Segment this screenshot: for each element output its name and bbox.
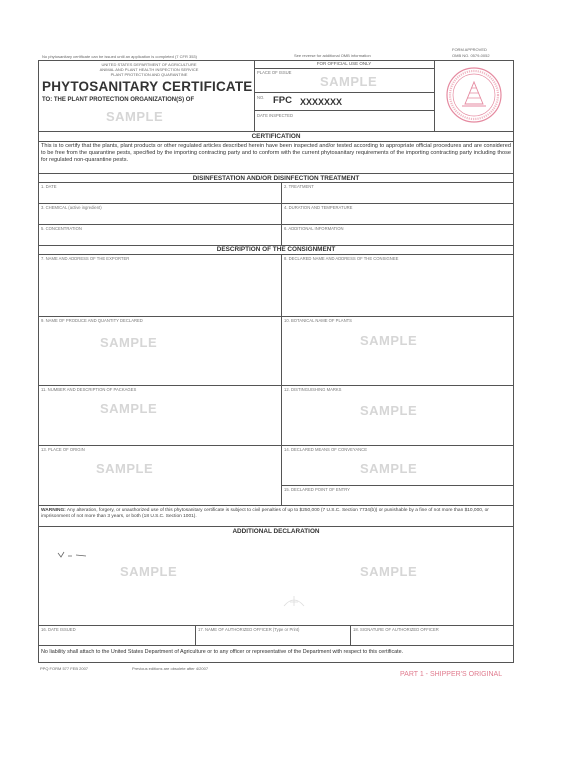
- form-approved: FORM APPROVED: [452, 47, 487, 52]
- place-of-issue-label: PLACE OF ISSUE: [257, 70, 292, 75]
- additional-info-label: 6. ADDITIONAL INFORMATION: [284, 226, 344, 231]
- disinfestation-heading: DISINFESTATION AND/OR DISINFECTION TREATMENT: [192, 175, 360, 182]
- packages-label: 11. NUMBER AND DESCRIPTION OF PACKAGES: [41, 387, 137, 392]
- date-issued-label: 16. DATE ISSUED: [41, 627, 76, 632]
- liability-text: No liability shall attach to the United States Department of Agriculture or to any officer or representative of the Department with respect to this certificate.: [41, 649, 404, 655]
- sample-watermark: SAMPLE: [96, 461, 154, 476]
- point-of-entry-label: 15. DECLARED POINT OF ENTRY: [284, 487, 350, 492]
- faint-emblem-icon: [264, 592, 324, 612]
- concentration-label: 5. CONCENTRATION: [41, 226, 82, 231]
- sample-watermark: SAMPLE: [100, 335, 158, 350]
- pen-mark-icon: [56, 550, 90, 560]
- official-use-label: FOR OFFICIAL USE ONLY: [316, 61, 372, 66]
- to-label: TO: THE PLANT PROTECTION ORGANIZATION(S) OF: [42, 97, 195, 103]
- sample-watermark: SAMPLE: [120, 564, 178, 579]
- warning-label: WARNING:: [41, 508, 66, 513]
- chemical-label: 3. CHEMICAL (active ingredient): [41, 205, 102, 210]
- certificate-number: XXXXXXX: [300, 97, 343, 107]
- form-number: PPQ FORM 577 FEB 2007: [40, 666, 89, 671]
- top-note: No phytosanitary certificate can be issued until an application is completed (7 CFR 353): [42, 54, 197, 59]
- conveyance-label: 14. DECLARED MEANS OF CONVEYANCE: [284, 447, 367, 452]
- agency-line3: PLANT PROTECTION AND QUARANTINE: [110, 72, 188, 77]
- signature-label: 18. SIGNATURE OF AUTHORIZED OFFICER: [353, 627, 439, 632]
- part-label: PART 1 - SHIPPER'S ORIGINAL: [400, 671, 503, 678]
- certificate-form: [38, 47, 514, 685]
- additional-declaration-heading: ADDITIONAL DECLARATION: [232, 528, 320, 535]
- previous-editions-note: Previous editions are obsolete after 4/2007: [132, 666, 209, 671]
- warning-body: Any alteration, forgery, or unauthorized use of this phytosanitary certificate is subject to civil penalties of up to $250,000 (7 U.S.C. Section 7734(b)) or punishable by a fine of not more than $10,000, or imprisonment of not more than 3 years, or both (18 U.S.C. Section 1001).: [41, 508, 489, 520]
- omb-number: OMB NO. 0579-0052: [452, 53, 490, 58]
- sample-watermark: SAMPLE: [100, 401, 158, 416]
- no-label: NO.: [257, 95, 265, 100]
- sample-watermark: SAMPLE: [360, 403, 418, 418]
- origin-label: 13. PLACE OF ORIGIN: [41, 447, 85, 452]
- agency-line1: UNITED STATES DEPARTMENT OF AGRICULTURE: [101, 62, 197, 67]
- reverse-note: See reverse for additional OMB information: [294, 53, 371, 58]
- produce-label: 9. NAME OF PRODUCE AND QUANTITY DECLARED: [41, 318, 143, 323]
- sample-watermark: SAMPLE: [360, 333, 418, 348]
- certification-heading: CERTIFICATION: [251, 133, 301, 140]
- cert-prefix: FPC: [273, 95, 292, 106]
- usda-seal-icon: [445, 66, 503, 124]
- botanical-name-label: 10. BOTANICAL NAME OF PLANTS: [284, 318, 352, 323]
- sample-watermark: SAMPLE: [360, 564, 418, 579]
- treatment-label: 2. TREATMENT: [284, 184, 314, 189]
- page-title: PHYTOSANITARY CERTIFICATE: [42, 79, 253, 94]
- certification-text: This is to certify that the plants, plant products or other regulated articles described herein have been inspected and/or tested according to appropriate official procedures and are considered to be free from the quarantine pests, specified by the importing contracting party and to conform with the current phytosanitary requirements of the importing contracting party including those for regulated non-quarantine pests.: [41, 143, 511, 164]
- sample-watermark: SAMPLE: [320, 74, 378, 89]
- agency-line2: ANIMAL AND PLANT HEALTH INSPECTION SERVICE: [99, 67, 199, 72]
- exporter-label: 7. NAME AND ADDRESS OF THE EXPORTER: [41, 256, 130, 261]
- consignee-label: 8. DECLARED NAME AND ADDRESS OF THE CONSIGNEE: [284, 256, 399, 261]
- warning-text: [41, 508, 511, 520]
- date-inspected-label: DATE INSPECTED: [257, 113, 293, 118]
- sample-watermark: SAMPLE: [106, 109, 164, 124]
- date-label: 1. DATE: [41, 184, 57, 189]
- consignment-heading: DESCRIPTION OF THE CONSIGNMENT: [216, 246, 336, 253]
- duration-label: 4. DURATION AND TEMPERATURE: [284, 205, 353, 210]
- sample-watermark: SAMPLE: [360, 461, 418, 476]
- officer-name-label: 17. NAME OF AUTHORIZED OFFICER (Type or Print): [198, 627, 300, 632]
- marks-label: 12. DISTINGUISHING MARKS: [284, 387, 342, 392]
